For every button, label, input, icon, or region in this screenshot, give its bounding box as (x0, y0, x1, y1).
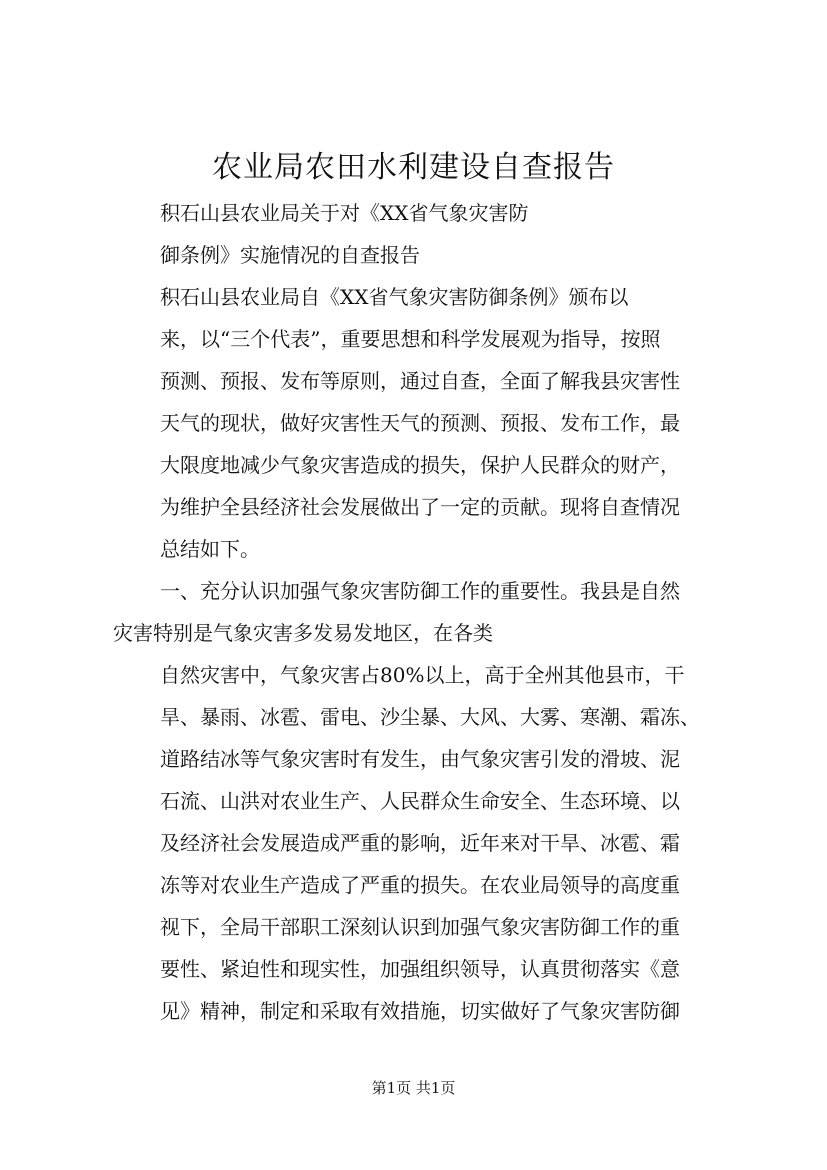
body-line: 大限度地减少气象灾害造成的损失，保护人民群众的财产， (160, 453, 680, 477)
body-line: 冻等对农业生产造成了严重的损失。在农业局领导的高度重 (160, 873, 680, 897)
body-line: 灾害特别是气象灾害多发易发地区，在各类 (113, 621, 493, 645)
body-line: 见》精神，制定和采取有效措施，切实做好了气象灾害防御 (160, 999, 680, 1023)
body-line: 来，以“三个代表”，重要思想和科学发展观为指导，按照 (160, 327, 661, 351)
body-line: 一、充分认识加强气象灾害防御工作的重要性。我县是自然 (160, 579, 680, 603)
body-line: 自然灾害中，气象灾害占80%以上，高于全州其他县市，干 (160, 663, 685, 687)
body-line: 御条例》实施情况的自查报告 (160, 243, 420, 267)
page-title: 农业局农田水利建设自查报告 (212, 150, 615, 185)
body-line: 石流、山洪对农业生产、人民群众生命安全、生态环境、以 (160, 789, 680, 813)
body-line: 为维护全县经济社会发展做出了一定的贡献。现将自查情况 (160, 495, 680, 519)
body-line: 预测、预报、发布等原则，通过自查，全面了解我县灾害性 (160, 369, 680, 393)
page-number-footer: 第1页 共1页 (371, 1079, 456, 1097)
body-line: 旱、暴雨、冰雹、雷电、沙尘暴、大风、大雾、寒潮、霜冻、 (160, 705, 700, 729)
body-line: 道路结冰等气象灾害时有发生，由气象灾害引发的滑坡、泥 (160, 747, 680, 771)
body-line: 要性、紧迫性和现实性，加强组织领导，认真贯彻落实《意 (160, 957, 680, 981)
body-line: 天气的现状，做好灾害性天气的预测、预报、发布工作，最 (160, 411, 680, 435)
body-line: 视下，全局干部职工深刻认识到加强气象灾害防御工作的重 (160, 915, 680, 939)
body-line: 积石山县农业局关于对《XX省气象灾害防 (160, 201, 529, 225)
body-line: 积石山县农业局自《XX省气象灾害防御条例》颁布以 (160, 285, 629, 309)
body-line: 及经济社会发展造成严重的影响，近年来对干旱、冰雹、霜 (160, 831, 680, 855)
body-line: 总结如下。 (160, 537, 260, 561)
